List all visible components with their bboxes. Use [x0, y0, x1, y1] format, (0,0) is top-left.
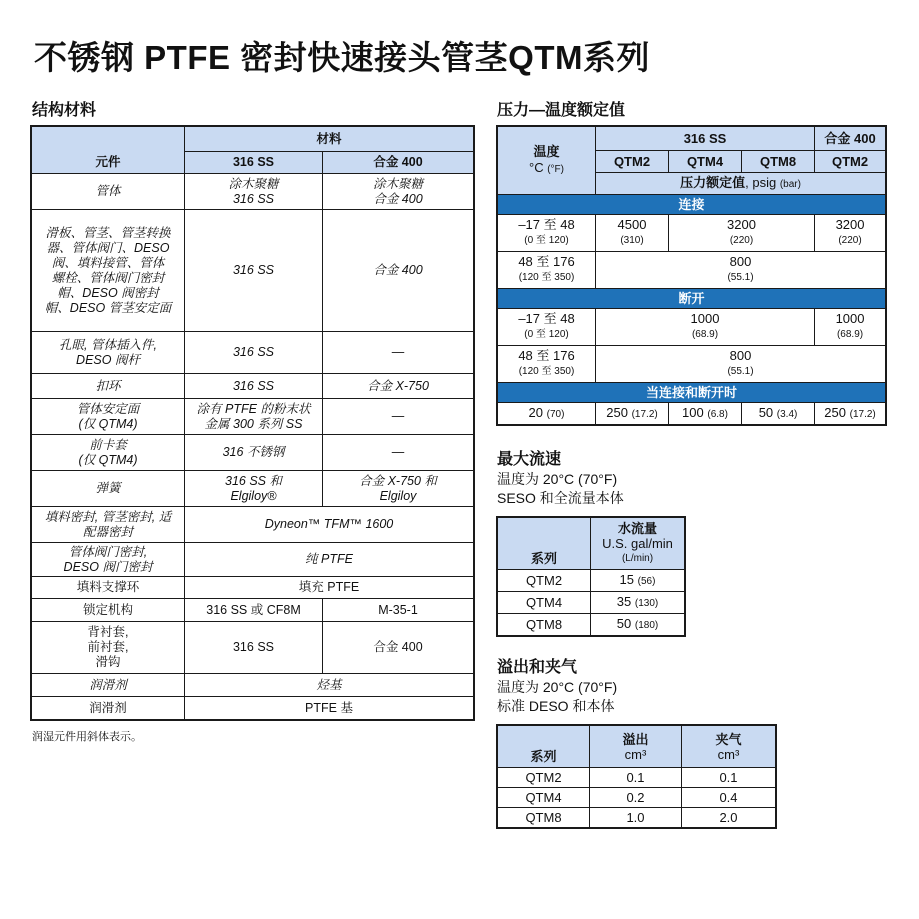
material-row: [32, 399, 474, 435]
temp-cell: –17 至 48 (0 至 120): [498, 215, 596, 252]
a-cell: 316 不锈钢: [185, 435, 323, 471]
temp-cell: 48 至 176 (120 至 350): [498, 346, 596, 383]
b-cell: 合金 400: [323, 622, 474, 674]
c-cell: 孔眼, 管体插入件, DESO 阀杆: [32, 332, 185, 374]
material-row: [32, 577, 474, 599]
material-row: [32, 507, 474, 543]
series-cell: QTM4: [498, 788, 590, 808]
material-row: [32, 374, 474, 399]
c-cell: 滑板、管茎、管茎转换 器、管体阀门、DESO 阀、填料接管、管体 螺栓、管体阀门密封 帽、DESO 阀密封 帽、DESO 管茎安定面: [32, 210, 185, 332]
page-title: 不锈钢 PTFE 密封快速接头管茎QTM系列: [34, 39, 650, 76]
series-cell: QTM4: [498, 592, 591, 614]
b-cell: —: [323, 332, 474, 374]
spill-heading: 溢出和夹气: [497, 659, 578, 676]
material-row: [32, 174, 474, 210]
c-cell: 润滑剂: [32, 697, 185, 720]
b-cell: —: [323, 435, 474, 471]
col-spill: 溢出 cm³: [590, 726, 682, 768]
a-cell: 316 SS: [185, 332, 323, 374]
band-connected: 连接: [498, 195, 886, 215]
temp-cell: 20 (70): [498, 403, 596, 425]
temp-cell: –17 至 48 (0 至 120): [498, 309, 596, 346]
spill-row: [498, 768, 776, 788]
material-row: [32, 697, 474, 720]
spill-table: [497, 725, 776, 828]
span-cell: 烃基: [185, 674, 474, 697]
value-cell: 50 (3.4): [742, 403, 815, 425]
value-cell: 1000 (68.9): [596, 309, 815, 346]
a-cell: 316 SS 或 CF8M: [185, 599, 323, 622]
b-cell: M-35-1: [323, 599, 474, 622]
series-cell: QTM2: [498, 570, 591, 592]
flow-cell: 50 (180): [591, 614, 685, 636]
col-316: 316 SS: [185, 152, 323, 174]
spill-row: [498, 808, 776, 828]
c-cell: 锁定机构: [32, 599, 185, 622]
a-cell: 316 SS: [185, 210, 323, 332]
series-cell: QTM8: [498, 808, 590, 828]
flow-row: [498, 614, 685, 636]
b-cell: 合金 X-750: [323, 374, 474, 399]
model-qtm2: QTM2: [596, 151, 669, 173]
flow-line2: SESO 和全流量本体: [497, 490, 624, 506]
flow-row: [498, 570, 685, 592]
flow-table: [497, 517, 685, 636]
grp-400: 合金 400: [815, 127, 886, 151]
spill-row: [498, 788, 776, 808]
value-cell: 250 (17.2): [815, 403, 886, 425]
value-cell: 3200 (220): [815, 215, 886, 252]
material-row: [32, 435, 474, 471]
rating-label: 压力额定值, psig (bar): [596, 173, 886, 195]
col-air: 夹气 cm³: [682, 726, 776, 768]
value-cell: 800 (55.1): [596, 346, 886, 383]
value-cell: 800 (55.1): [596, 252, 886, 289]
spill-cell: 1.0: [590, 808, 682, 828]
c-cell: 管体安定面 (仅 QTM4): [32, 399, 185, 435]
value-cell: 250 (17.2): [596, 403, 669, 425]
c-cell: 管体: [32, 174, 185, 210]
c-cell: 扣环: [32, 374, 185, 399]
b-cell: 合金 X-750 和 Elgiloy: [323, 471, 474, 507]
temp-cell: 48 至 176 (120 至 350): [498, 252, 596, 289]
temp-header: [498, 127, 596, 195]
pressure-heading: 压力—温度额定值: [497, 102, 626, 119]
value-cell: 3200 (220): [669, 215, 815, 252]
materials-footnote: 润湿元件用斜体表示。: [32, 731, 142, 743]
air-cell: 0.4: [682, 788, 776, 808]
temp-label: 温度: [533, 143, 560, 159]
flow-heading: 最大流速: [497, 451, 562, 468]
material-row: [32, 543, 474, 577]
series-cell: QTM8: [498, 614, 591, 636]
value-cell: 1000 (68.9): [815, 309, 886, 346]
spill-cell: 0.1: [590, 768, 682, 788]
col-series: 系列: [498, 518, 591, 570]
col-400: 合金 400: [323, 152, 474, 174]
value-cell: 100 (6.8): [669, 403, 742, 425]
material-row: [32, 210, 474, 332]
c-cell: 弹簧: [32, 471, 185, 507]
spill-cell: 0.2: [590, 788, 682, 808]
b-cell: 合金 400: [323, 210, 474, 332]
material-row: [32, 674, 474, 697]
material-row: [32, 622, 474, 674]
material-row: [32, 332, 474, 374]
col-series: 系列: [498, 726, 590, 768]
col-component: 元件: [32, 127, 185, 174]
value-cell: 4500 (310): [596, 215, 669, 252]
materials-table: [31, 126, 474, 720]
model-qtm8: QTM8: [742, 151, 815, 173]
band-both: 当连接和断开时: [498, 383, 886, 403]
flow-line1: 温度为 20°C (70°F): [497, 471, 618, 487]
grp-316: 316 SS: [596, 127, 815, 151]
b-cell: —: [323, 399, 474, 435]
air-cell: 2.0: [682, 808, 776, 828]
c-cell: 前卡套 (仅 QTM4): [32, 435, 185, 471]
material-row: [32, 471, 474, 507]
air-cell: 0.1: [682, 768, 776, 788]
c-cell: 管体阀门密封, DESO 阀门密封: [32, 543, 185, 577]
materials-heading: 结构材料: [32, 102, 97, 119]
span-cell: 填充 PTFE: [185, 577, 474, 599]
flow-row: [498, 592, 685, 614]
flow-cell: 35 (130): [591, 592, 685, 614]
model-qtm2-400: QTM2: [815, 151, 886, 173]
material-row: [32, 599, 474, 622]
b-cell: 涂木聚糖 合金 400: [323, 174, 474, 210]
col-flow: 水流量 U.S. gal/min (L/min): [591, 518, 685, 570]
a-cell: 涂有 PTFE 的粉末状 金属 300 系列 SS: [185, 399, 323, 435]
series-cell: QTM2: [498, 768, 590, 788]
temp-unit: °C (°F): [529, 159, 564, 175]
span-cell: Dyneon™ TFM™ 1600: [185, 507, 474, 543]
c-cell: 背衬套, 前衬套, 滑钩: [32, 622, 185, 674]
pressure-table: [497, 126, 886, 425]
c-cell: 填料支撑环: [32, 577, 185, 599]
model-qtm4: QTM4: [669, 151, 742, 173]
span-cell: PTFE 基: [185, 697, 474, 720]
c-cell: 填料密封, 管茎密封, 适 配器密封: [32, 507, 185, 543]
a-cell: 316 SS: [185, 622, 323, 674]
col-material-group: 材料: [185, 127, 474, 152]
spill-line2: 标准 DESO 和本体: [497, 698, 615, 714]
span-cell: 纯 PTFE: [185, 543, 474, 577]
flow-cell: 15 (56): [591, 570, 685, 592]
c-cell: 润滑剂: [32, 674, 185, 697]
band-disconnected: 断开: [498, 289, 886, 309]
a-cell: 316 SS 和 Elgiloy®: [185, 471, 323, 507]
a-cell: 涂木聚糖 316 SS: [185, 174, 323, 210]
spill-line1: 温度为 20°C (70°F): [497, 679, 618, 695]
a-cell: 316 SS: [185, 374, 323, 399]
